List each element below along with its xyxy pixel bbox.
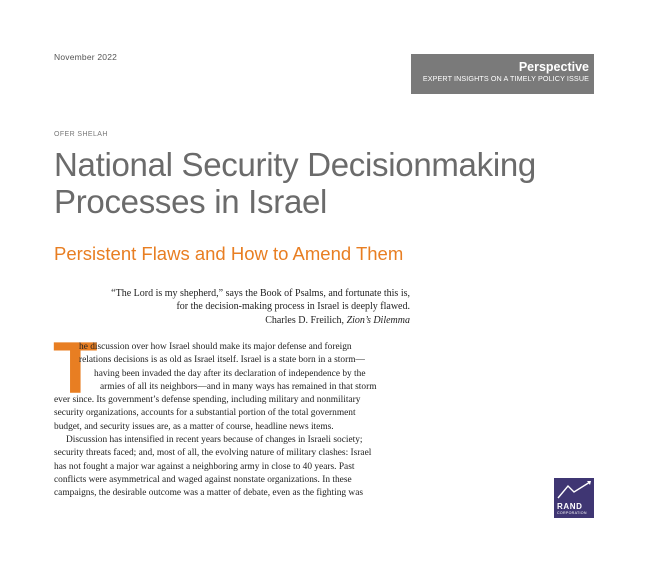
body-line: he discussion over how Israel should make its major defense and foreign — [79, 342, 352, 352]
rand-wordmark: RAND — [557, 502, 583, 511]
body-line: conflicts were asymmetrical and waged against nonstate organizations. In these — [54, 474, 352, 485]
body-line: budget, and security issues are, as a matter of course, headline news items. — [54, 421, 334, 432]
series-title: Perspective — [518, 60, 589, 74]
epigraph-author: Charles D. Freilich, — [265, 314, 345, 326]
body-line: having been invaded the day after its declaration of independence by the — [94, 368, 366, 379]
title-line: Processes in Israel — [54, 183, 328, 220]
body-text — [54, 341, 414, 501]
series-banner — [411, 54, 594, 94]
rand-corporation-label: CORPORATION — [557, 511, 587, 515]
rand-logo — [554, 478, 594, 518]
document-title — [54, 146, 614, 220]
body-line: ever since. Its government’s defense spending, including military and nonmilitary — [54, 395, 361, 406]
body-line: has not fought a major war against a neighboring army in close to 40 years. Past — [54, 461, 355, 472]
body-line: relations decisions is as old as Israel itself. Israel is a state born in a storm— — [79, 355, 365, 366]
dropcap-text: T — [53, 328, 98, 409]
epigraph-quote-line: for the decision-making process in Israel is deeply flawed. — [176, 301, 410, 313]
body-line: armies of all its neighbors—and in many ways has remained in that storm — [100, 381, 377, 392]
epigraph-quote-line: “The Lord is my shepherd,” says the Book of Psalms, and fortunate this is, — [111, 288, 410, 299]
publication-date: November 2022 — [54, 52, 118, 62]
epigraph-source: Zion’s Dilemma — [346, 314, 410, 326]
body-line: campaigns, the desirable outcome was a matter of debate, even as the fighting was — [54, 488, 364, 499]
title-line: National Security Decisionmaking — [54, 146, 536, 183]
epigraph-attribution — [90, 314, 410, 327]
rand-logo-mark-icon — [554, 478, 594, 502]
document-subtitle: Persistent Flaws and How to Amend Them — [54, 243, 404, 264]
epigraph — [90, 287, 410, 327]
body-line: security threats faced; and, most of all, the evolving nature of military clashes: Israel — [54, 448, 372, 459]
body-line: security organizations, accounts for a substantial portion of the total government — [54, 408, 356, 419]
author-name: OFER SHELAH — [54, 131, 108, 138]
body-line: Discussion has intensified in recent years because of changes in Israeli society; — [66, 435, 363, 446]
series-subtitle: EXPERT INSIGHTS ON A TIMELY POLICY ISSUE — [422, 74, 589, 83]
